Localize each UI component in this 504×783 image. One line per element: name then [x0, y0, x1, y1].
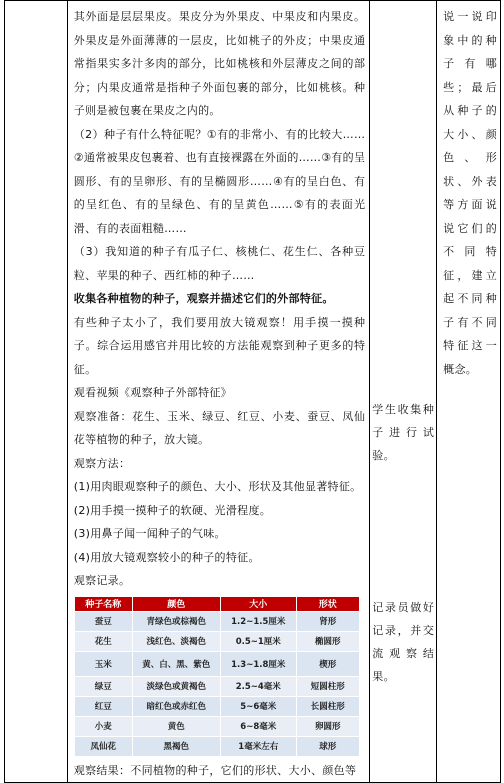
seed-size: 5~6毫米	[220, 696, 296, 716]
design-intent-note: 说一说印象中的种子有哪些；最后从种子的大小、颜色、形状、外表等方面说说它们的不同特征，建立起不同种子有不同特征这一概念。	[443, 10, 497, 376]
seed-size: 1毫米左右	[220, 736, 296, 756]
blank-column-cell	[5, 1, 68, 783]
lesson-plan-table	[4, 0, 501, 783]
seed-name: 小麦	[74, 716, 132, 736]
method-step-3: (3)用鼻子闻一闻种子的气味。	[73, 527, 226, 540]
seed-name: 红豆	[74, 696, 132, 716]
header-size: 大小	[220, 596, 296, 611]
seed-shape: 长圆柱形	[296, 696, 359, 716]
teaching-content-cell	[67, 1, 370, 783]
seed-shape: 短圆柱形	[296, 676, 359, 696]
seed-name: 凤仙花	[74, 736, 132, 756]
seed-color: 黄、白、黑、紫色	[132, 651, 220, 676]
seed-shape: 球形	[296, 736, 359, 756]
seed-shape: 卵圆形	[296, 716, 359, 736]
seed-size: 0.5~1厘米	[220, 631, 296, 651]
header-shape: 形状	[296, 596, 359, 611]
method-step-4: (4)用放大镜观察较小的种子的特征。	[73, 550, 260, 564]
seed-color: 青绿色或棕褐色	[132, 611, 220, 631]
preparation-paragraph: 观察准备：花生、玉米、绿豆、红豆、小麦、蚕豆、凤仙花等植物的种子，放大镜。	[73, 409, 366, 446]
table-row	[74, 651, 359, 676]
seed-color: 浅红色、淡褐色	[132, 631, 220, 651]
known-seeds-paragraph: （3）我知道的种子有瓜子仁、核桃仁、花生仁、各种豆粒、苹果的种子、西红柿的种子……	[73, 245, 366, 282]
seed-size: 1.2~1.5厘米	[220, 611, 296, 631]
table-row	[74, 611, 359, 631]
fruit-peel-paragraph: 其外面是层层果皮。果皮分为外果皮、中果皮和内果皮。外果皮是外面薄薄的一层皮，比如桃子的外皮；中果皮通常指果实多汁多肉的部分，比如桃核和外层薄皮之间的部分；内果皮通常是指种子外面包裹的部分，比如桃核。种子则是被包裹在果皮之内的。	[73, 10, 366, 117]
seed-name: 绿豆	[74, 676, 132, 696]
student-collect-note: 学生收集种子进行试验。	[372, 403, 435, 462]
spacer	[372, 1, 434, 398]
seed-name: 蚕豆	[74, 611, 132, 631]
observation-table	[74, 596, 360, 757]
method-heading: 观察方法：	[73, 456, 131, 470]
spacer	[372, 467, 434, 596]
observation-table-wrap	[74, 596, 366, 757]
table-row	[74, 696, 359, 716]
seed-color: 黄色	[132, 716, 220, 736]
magnifier-paragraph: 有些种子太小了，我们要用放大镜观察！用手摸一摸种子。综合运用感官并用比较的方法能观察到种子更多的特征。	[73, 315, 366, 376]
task-heading: 收集各种植物的种子，观察并描述它们的外部特征。	[73, 292, 334, 305]
header-color: 颜色	[132, 596, 220, 611]
method-step-1: (1)用肉眼观察种子的颜色、大小、形状及其他显著特征。	[73, 480, 362, 493]
seed-color: 暗红色或赤红色	[132, 696, 220, 716]
header-seed-name: 种子名称	[74, 596, 132, 611]
seed-shape: 楔形	[296, 651, 359, 676]
design-intent-cell	[437, 1, 501, 783]
seed-size: 1.3~1.8厘米	[220, 651, 296, 676]
table-row	[74, 716, 359, 736]
seed-shape: 肾形	[296, 611, 359, 631]
record-heading: 观察记录。	[73, 574, 131, 587]
seed-size: 2.5~4毫米	[220, 676, 296, 696]
table-row	[74, 676, 359, 696]
result-paragraph: 观察结果：不同植物的种子，它们的形状、大小、颜色等	[73, 763, 357, 777]
method-step-2: (2)用手摸一摸种子的软硬、光滑程度。	[73, 503, 272, 517]
video-title: 观看视频《观察种子外部特征》	[73, 386, 232, 399]
seed-size: 6~8毫米	[220, 716, 296, 736]
recorder-note: 记录员做好记录，并交流观察结果。	[372, 601, 435, 683]
seed-name: 玉米	[74, 651, 132, 676]
seed-color: 淡绿色或黄褐色	[132, 676, 220, 696]
table-row	[74, 736, 359, 756]
seed-color: 黑褐色	[132, 736, 220, 756]
seed-shape: 椭圆形	[296, 631, 359, 651]
seed-name: 花生	[74, 631, 132, 651]
seed-features-paragraph: （2）种子有什么特征呢？①有的非常小、有的比较大……②通常被果皮包裹着、也有直接裸露在外面的……③有的呈圆形、有的呈卵形、有的呈椭圆形……④有的呈白色、有的呈红色、有的呈绿色、有的呈黄色……⑤有的表面光滑、有的表面粗糙……	[73, 127, 366, 235]
student-activity-cell	[370, 1, 437, 783]
table-row	[74, 631, 359, 651]
